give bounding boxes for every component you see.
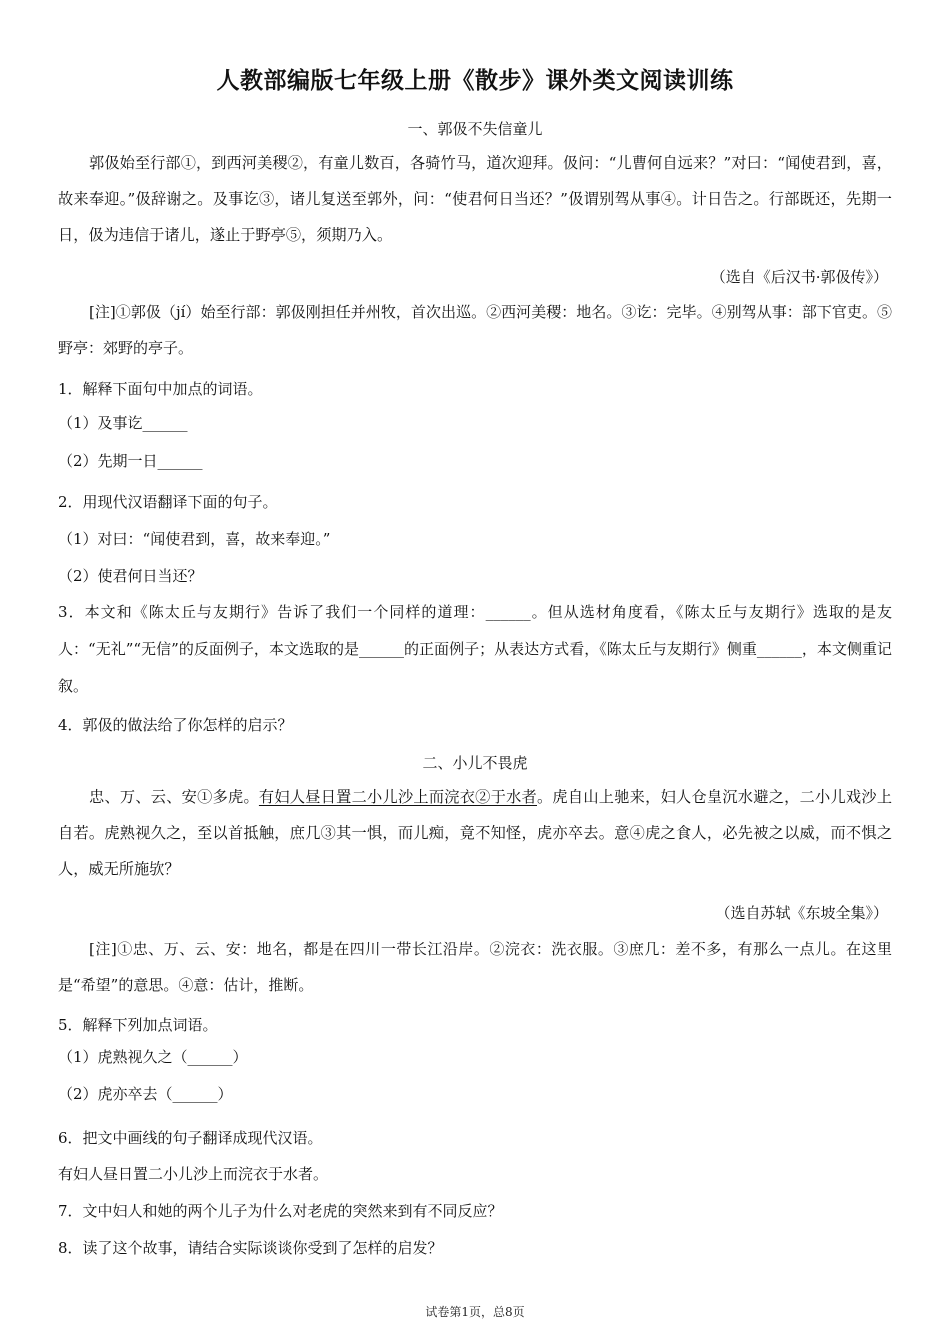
section-2-source: （选自苏轼《东坡全集》）	[715, 904, 888, 922]
question-1-part-2: （2）先期一日______	[58, 452, 203, 470]
question-2-part-2: （2）使君何日当还？	[58, 567, 203, 585]
section-1-passage: 郭伋始至行部①，到西河美稷②，有童儿数百，各骑竹马，道次迎拜。伋问：“儿曹何自远来？”对曰：“闻使君到，喜，故来奉迎。”伋辞谢之。及事讫③，诸儿复送至郭外，问：“使君何日当还？”伋谓别驾从事④。计日告之。行部既还，先期一日，伋为违信于诸儿，遂止于野亭⑤，须期乃入。	[58, 154, 892, 244]
section-1-source: （选自《后汉书·郭伋传》）	[710, 268, 888, 286]
question-5: 5．解释下列加点词语。	[58, 1016, 218, 1034]
question-2-part-1: （1）对曰：“闻使君到，喜，故来奉迎。”	[58, 530, 331, 548]
page-footer: 试卷第1页，总8页	[425, 1305, 525, 1319]
question-1-part-1: （1）及事讫______	[58, 414, 188, 432]
underlined-sentence: 有妇人昼日置二小儿沙上而浣衣②于水者	[258, 788, 537, 806]
page-title: 人教部编版七年级上册《散步》课外类文阅读训练	[216, 68, 734, 94]
question-8: 8．读了这个故事，请结合实际谈谈你受到了怎样的启发？	[58, 1239, 443, 1257]
passage-text-rest: 。虎自山上驰来，妇人仓皇沉水避之，二小儿戏沙上自若。虎熟视久之，至以首抵触，庶几③其一惧，而儿痴，竟不知怪，虎亦卒去。意④虎之食人，必先被之以威，而不惧之人，威无所施欤？	[58, 788, 893, 878]
question-5-part-2: （2）虎亦卒去（______）	[58, 1085, 233, 1103]
question-3: 3．本文和《陈太丘与友期行》告诉了我们一个同样的道理：______。但从选材角度看，《陈太丘与友期行》选取的是友人：“无礼”“无信”的反面例子，本文选取的是______的正面例子；从表达方式看，《陈太丘与友期行》侧重______，本文侧重记叙。	[58, 603, 892, 695]
question-1: 1．解释下面句中加点的词语。	[58, 380, 263, 398]
passage-text-start: 忠、万、云、安①多虎。	[89, 788, 259, 806]
question-6: 6．把文中画线的句子翻译成现代汉语。	[58, 1129, 323, 1147]
question-6-sentence: 有妇人昼日置二小儿沙上而浣衣于水者。	[58, 1165, 329, 1183]
question-2: 2．用现代汉语翻译下面的句子。	[58, 493, 278, 511]
question-4: 4．郭伋的做法给了你怎样的启示？	[58, 716, 293, 734]
section-2-passage	[58, 779, 892, 887]
question-5-part-1: （1）虎熟视久之（______）	[58, 1048, 248, 1066]
section-1-heading: 一、郭伋不失信童儿	[407, 120, 543, 138]
section-2-note: [注]①忠、万、云、安：地名，都是在四川一带长江沿岸。②浣衣：洗衣服。③庶几：差不多，有那么一点儿。在这里是“希望”的意思。④意：估计，推断。	[58, 940, 892, 994]
section-1-note: [注]①郭伋（jí）始至行部：郭伋刚担任并州牧，首次出巡。②西河美稷：地名。③讫：完毕。④别驾从事：部下官吏。⑤野亭：郊野的亭子。	[58, 303, 892, 357]
section-2-heading: 二、小儿不畏虎	[422, 754, 528, 772]
question-7: 7．文中妇人和她的两个儿子为什么对老虎的突然来到有不同反应？	[58, 1202, 503, 1220]
